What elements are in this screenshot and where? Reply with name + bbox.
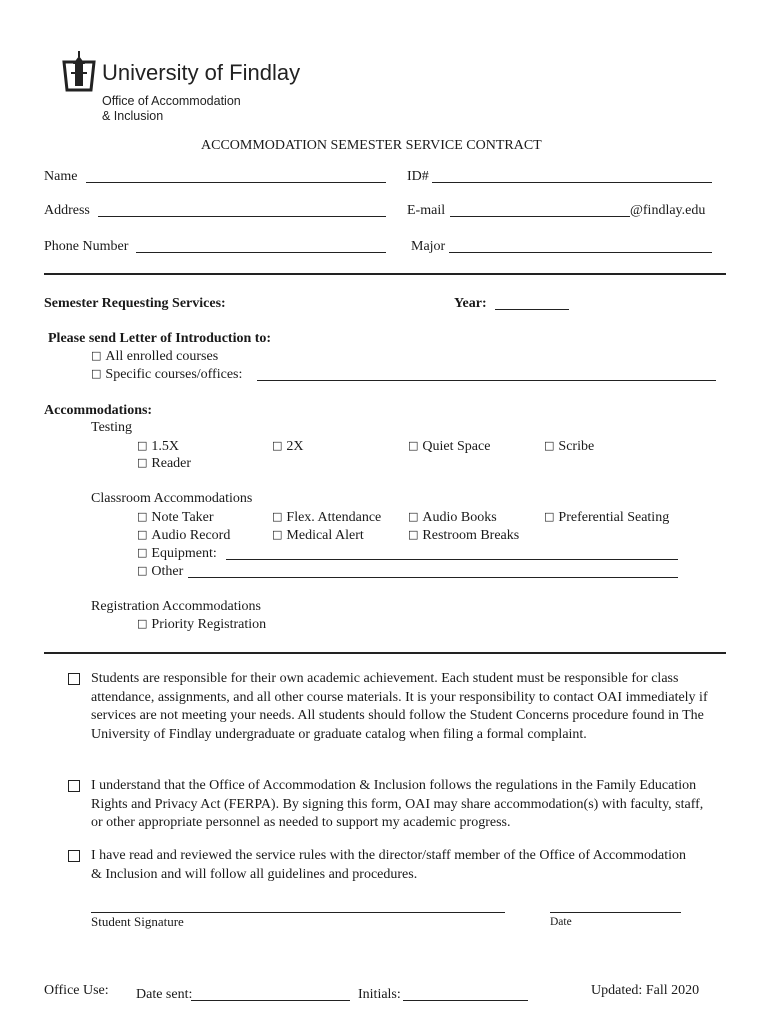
- statement-checkbox[interactable]: [68, 780, 80, 792]
- checkbox-icon[interactable]: □: [137, 528, 148, 541]
- option-specific-courses[interactable]: □ Specific courses/offices:: [91, 367, 243, 382]
- checkbox-icon[interactable]: □: [544, 439, 555, 452]
- equipment-option[interactable]: □ Equipment:: [137, 546, 217, 561]
- testing-heading: Testing: [91, 420, 133, 435]
- section-divider: [44, 652, 726, 654]
- office-name-line1: Office of Accommodation: [102, 94, 241, 108]
- statement-checkbox[interactable]: [68, 673, 80, 685]
- semester-label: Semester Requesting Services:: [44, 296, 226, 311]
- checkbox-icon[interactable]: □: [137, 617, 148, 630]
- section-divider: [44, 273, 726, 275]
- option-all-courses[interactable]: □ All enrolled courses: [91, 349, 219, 364]
- statement-ferpa: I understand that the Office of Accommodation & Inclusion follows the regulations in the Family Education Rights and Privacy Act (FERPA). By signing this form, OAI may share accommodation(s) with faculty, staff, or other appropriate personnel as needed to support my academic progress.: [91, 778, 704, 830]
- checkbox-icon[interactable]: □: [544, 510, 555, 523]
- accommodations-heading: Accommodations:: [44, 403, 153, 418]
- statement-checkbox[interactable]: [68, 850, 80, 862]
- checkbox-icon[interactable]: □: [137, 546, 148, 559]
- checkbox-icon[interactable]: □: [91, 349, 102, 362]
- date-sent-field[interactable]: [191, 1000, 350, 1001]
- classroom-option[interactable]: □ Audio Record: [137, 528, 231, 543]
- updated-label: Updated: Fall 2020: [591, 983, 700, 998]
- year-field[interactable]: [495, 309, 569, 310]
- other-field[interactable]: [188, 577, 678, 578]
- initials-label: Initials:: [358, 987, 401, 1002]
- checkbox-icon[interactable]: □: [91, 367, 102, 380]
- name-field[interactable]: [86, 182, 386, 183]
- office-use-label: Office Use:: [44, 983, 109, 998]
- checkbox-icon[interactable]: □: [408, 528, 419, 541]
- letter-heading: Please send Letter of Introduction to:: [48, 331, 272, 346]
- testing-option[interactable]: □ 1.5X: [137, 439, 180, 454]
- address-field[interactable]: [98, 216, 386, 217]
- classroom-option[interactable]: □ Audio Books: [408, 510, 497, 525]
- university-logo-icon: [60, 50, 98, 92]
- student-signature-label: Student Signature: [91, 914, 184, 929]
- checkbox-icon[interactable]: □: [272, 439, 283, 452]
- checkbox-icon[interactable]: □: [137, 439, 148, 452]
- testing-option[interactable]: □ 2X: [272, 439, 304, 454]
- address-label: Address: [44, 203, 90, 218]
- email-domain: @findlay.edu: [630, 203, 706, 218]
- checkbox-icon[interactable]: □: [408, 439, 419, 452]
- registration-heading: Registration Accommodations: [91, 599, 261, 614]
- name-label: Name: [44, 169, 78, 184]
- email-label: E-mail: [407, 203, 446, 218]
- date-sent-label: Date sent:: [136, 987, 193, 1002]
- checkbox-icon[interactable]: □: [137, 456, 148, 469]
- initials-field[interactable]: [403, 1000, 528, 1001]
- major-label: Major: [411, 239, 446, 254]
- checkbox-icon[interactable]: □: [137, 564, 148, 577]
- testing-option[interactable]: □ Quiet Space: [408, 439, 491, 454]
- statement-responsibility: Students are responsible for their own academic achievement. Each student must be responsible for class attendance, assignments, and all other course materials. It is your responsibility to contact OAI immediately if services are not meeting your needs. All students should follow the Student Concerns procedure found in The University of Findlay undergraduate or graduate catalog when filing a formal complaint.: [91, 671, 708, 742]
- classroom-option[interactable]: □ Flex. Attendance: [272, 510, 382, 525]
- other-option[interactable]: □ Other: [137, 564, 184, 579]
- student-signature-field[interactable]: [91, 912, 505, 913]
- classroom-heading: Classroom Accommodations: [91, 491, 253, 506]
- checkbox-icon[interactable]: □: [408, 510, 419, 523]
- classroom-option[interactable]: □ Medical Alert: [272, 528, 364, 543]
- classroom-option[interactable]: □ Preferential Seating: [544, 510, 670, 525]
- equipment-field[interactable]: [226, 559, 678, 560]
- year-label: Year:: [454, 296, 487, 311]
- phone-field[interactable]: [136, 252, 386, 253]
- date-field[interactable]: [550, 912, 681, 913]
- classroom-option[interactable]: □ Note Taker: [137, 510, 214, 525]
- specific-courses-field[interactable]: [257, 380, 716, 381]
- id-field[interactable]: [432, 182, 712, 183]
- statement-rules: I have read and reviewed the service rules with the director/staff member of the Office of Accommodation & Inclusion and will follow all guidelines and procedures.: [91, 848, 687, 882]
- university-name: University of Findlay: [102, 60, 301, 85]
- date-label: Date: [550, 916, 572, 928]
- major-field[interactable]: [449, 252, 712, 253]
- checkbox-icon[interactable]: □: [272, 510, 283, 523]
- phone-label: Phone Number: [44, 239, 129, 254]
- id-label: ID#: [407, 169, 429, 184]
- checkbox-icon[interactable]: □: [137, 510, 148, 523]
- testing-option[interactable]: □ Reader: [137, 456, 192, 471]
- page-title: ACCOMMODATION SEMESTER SERVICE CONTRACT: [201, 138, 542, 153]
- testing-option[interactable]: □ Scribe: [544, 439, 595, 454]
- email-field[interactable]: [450, 216, 630, 217]
- classroom-option[interactable]: □ Restroom Breaks: [408, 528, 520, 543]
- priority-registration-option[interactable]: □ Priority Registration: [137, 617, 267, 632]
- office-name-line2: & Inclusion: [102, 109, 164, 123]
- checkbox-icon[interactable]: □: [272, 528, 283, 541]
